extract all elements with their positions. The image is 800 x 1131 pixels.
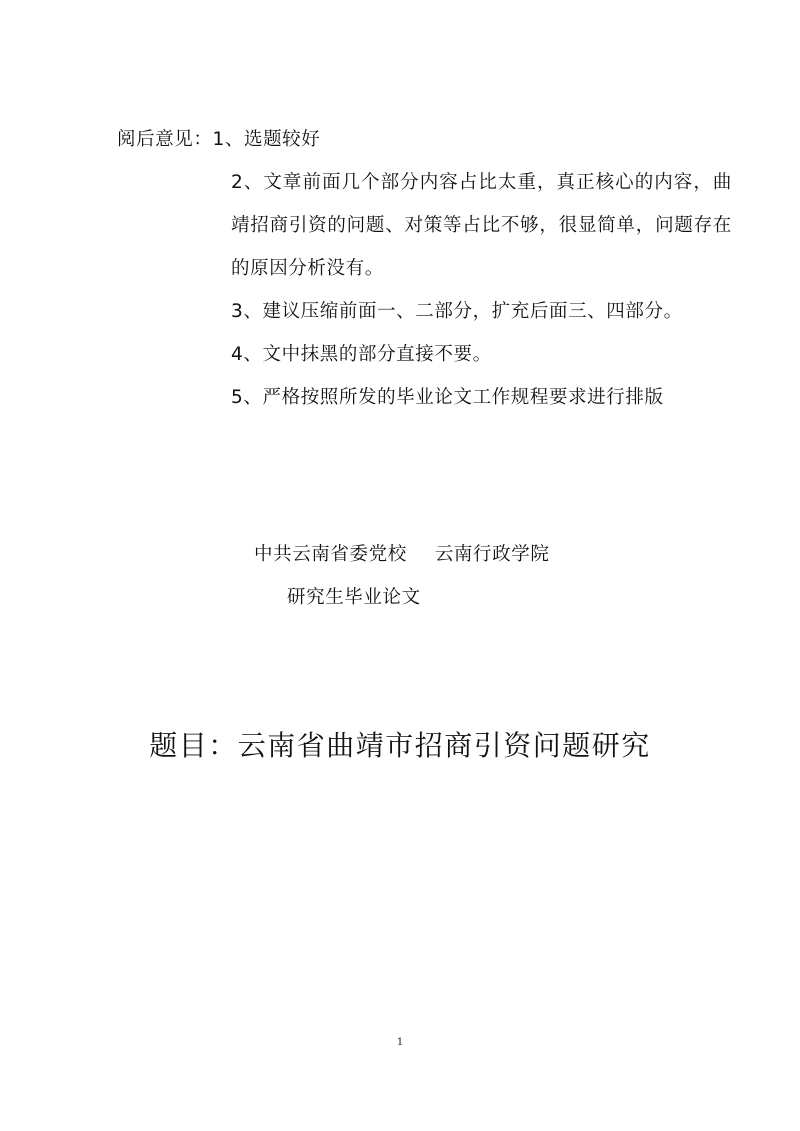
thesis-title: 题目：云南省曲靖市招商引资问题研究	[149, 729, 651, 762]
review-comment-5: 5、严格按照所发的毕业论文工作规程要求进行排版	[231, 387, 664, 408]
review-comment-3: 3、建议压缩前面一、二部分，扩充后面三、四部分。	[231, 301, 683, 322]
page-number: 1	[396, 1037, 404, 1048]
institution-line	[254, 540, 549, 570]
review-comments	[117, 118, 732, 419]
institution-party-school: 中共云南省委党校	[254, 544, 407, 565]
institution-admin-college: 云南行政学院	[434, 544, 550, 565]
review-comment-1: 阅后意见：1、选题较好	[117, 129, 321, 150]
thesis-type: 研究生毕业论文	[287, 587, 421, 608]
review-comment-2: 2、文章前面几个部分内容占比太重，真正核心的内容，曲靖招商引资的问题、对策等占比不够，很显简单，问题存在的原因分析没有。	[231, 172, 732, 279]
review-comment-4: 4、文中抹黑的部分直接不要。	[231, 344, 492, 365]
